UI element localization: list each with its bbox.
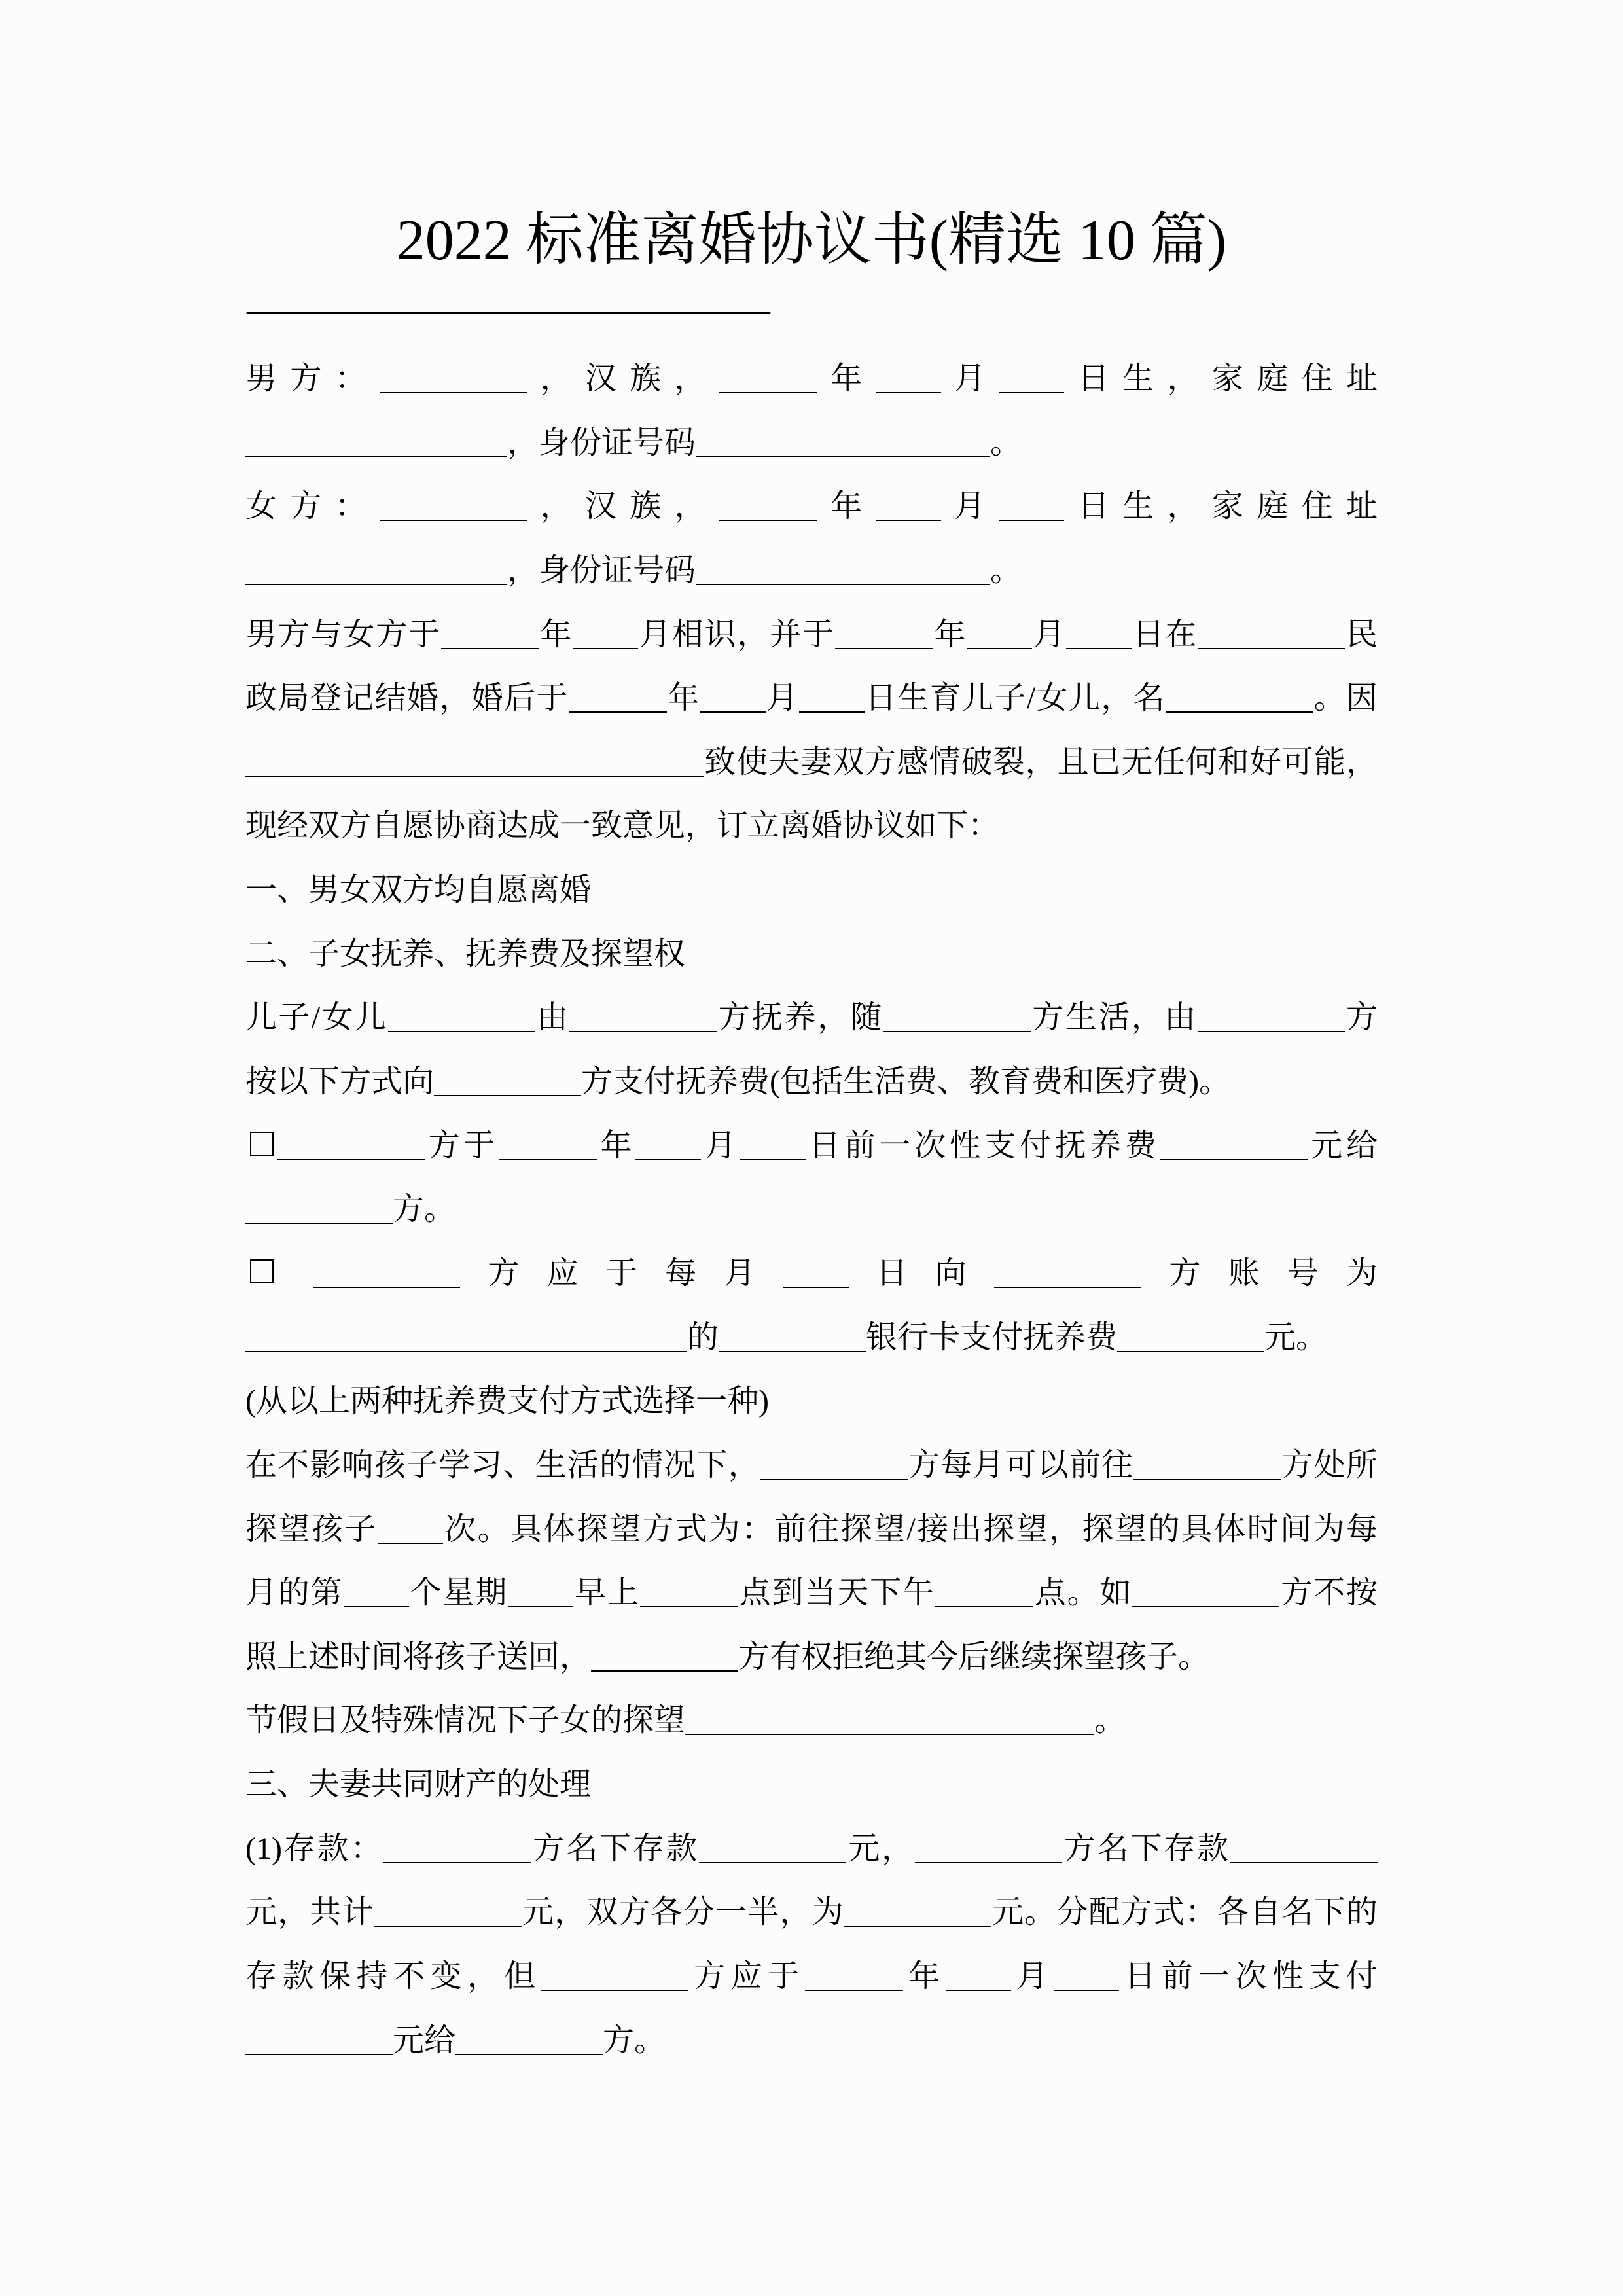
line-text: 银行卡支付抚养费	[866, 1319, 1118, 1355]
line-text: 月	[765, 681, 799, 716]
fill-in-blank	[434, 1095, 581, 1096]
fill-in-blank	[508, 1606, 573, 1607]
fill-in-blank	[455, 2054, 603, 2055]
visitation-line-4	[245, 1625, 1378, 1689]
payment-option-1-line-1	[245, 1114, 1378, 1178]
line-text: 方每月可以前往	[907, 1447, 1134, 1482]
line-text: 年	[933, 617, 967, 652]
line-text: 节假日及特殊情况下子女的探望	[245, 1703, 686, 1738]
fill-in-blank	[380, 392, 527, 393]
line-text: 方	[1344, 1000, 1378, 1035]
line-text: 现经双方自愿协商达成一致意见，订立离婚协议如下：	[245, 808, 1000, 844]
fill-in-blank	[573, 648, 638, 649]
line-text: ，汉族，	[527, 489, 719, 524]
line-text: 元给	[1307, 1128, 1378, 1163]
visitation-line-3	[245, 1561, 1378, 1625]
payment-option-2-line-1	[245, 1242, 1378, 1306]
section-heading-2	[245, 922, 1378, 986]
checkbox-empty-icon	[250, 1132, 274, 1156]
fill-in-blank	[1198, 648, 1345, 649]
fill-in-blank	[835, 648, 933, 649]
line-text: 。	[990, 425, 1022, 460]
title-separator: ————————————————	[247, 291, 770, 328]
fill-in-blank	[374, 1926, 522, 1927]
fill-in-blank	[380, 520, 527, 521]
fill-in-blank	[1198, 1031, 1345, 1032]
line-text: 日生，家庭住址	[1064, 489, 1378, 524]
fill-in-blank	[760, 1479, 908, 1480]
fill-in-blank	[805, 1990, 903, 1991]
fill-in-blank	[635, 1159, 701, 1160]
deposits-line-4	[245, 2009, 1378, 2073]
line-text: 月相识，并于	[638, 617, 835, 652]
fill-in-blank	[277, 1159, 425, 1160]
deposits-line-2	[245, 1880, 1378, 1945]
line-text: 方名下存款	[531, 1831, 700, 1866]
line-text: 早上	[573, 1575, 640, 1611]
male-party-line-2	[245, 411, 1378, 475]
payment-choice-note	[245, 1369, 1378, 1433]
line-text: ，身份证号码	[507, 425, 696, 460]
line-text: 女方：	[245, 489, 380, 524]
line-text: 日在	[1131, 617, 1198, 652]
document-title: 2022 标准离婚协议书(精选 10 篇)	[396, 209, 1227, 272]
line-text: 方处所	[1281, 1447, 1378, 1482]
payment-option-1-line-2	[245, 1177, 1378, 1242]
fill-in-blank	[1133, 1479, 1281, 1480]
fill-in-blank	[696, 584, 990, 585]
fill-in-blank	[344, 1606, 409, 1607]
line-text: 在不影响孩子学习、生活的情况下，	[245, 1447, 760, 1482]
line-text: 政局登记结婚，婚后于	[245, 681, 569, 716]
line-text: 点。如	[1033, 1575, 1133, 1611]
line-text: 男方与女方于	[245, 617, 441, 652]
line-text: 日生育儿子/女儿，名	[864, 681, 1166, 716]
fill-in-blank	[378, 1543, 443, 1544]
line-text: 存款保持不变，但	[245, 1959, 541, 1994]
fill-in-blank	[245, 584, 507, 585]
line-text: 元。	[1264, 1319, 1328, 1355]
line-text: 方应于	[688, 1959, 805, 1994]
fill-in-blank	[699, 1862, 846, 1863]
fill-in-blank	[388, 1031, 535, 1032]
line-text: 方。	[603, 2022, 666, 2058]
line-text: (从以上两种抚养费支付方式选择一种)	[245, 1384, 769, 1419]
deposits-line-3	[245, 1945, 1378, 2009]
fill-in-blank	[1066, 648, 1132, 649]
line-text: 点到当天下午	[738, 1575, 935, 1611]
line-text: 由	[535, 1000, 570, 1035]
agreement-body	[245, 347, 1378, 2072]
marriage-info-line-4	[245, 794, 1378, 858]
marriage-info-line-3	[245, 730, 1378, 795]
fill-in-blank	[245, 776, 704, 777]
line-text: 元。分配方式：各自名下的	[991, 1895, 1378, 1930]
line-text: 日前一次性支付抚养费	[805, 1128, 1160, 1163]
fill-in-blank	[719, 1351, 866, 1352]
line-text: 月	[940, 361, 999, 396]
line-text: 个星期	[408, 1575, 508, 1611]
line-text: 月	[701, 1128, 740, 1163]
line-text: 致使夫妻双方感情破裂，且已无任何和好可能，	[704, 744, 1378, 780]
fill-in-blank	[383, 1862, 531, 1863]
deposits-line-1	[245, 1817, 1378, 1881]
fill-in-blank	[1166, 711, 1313, 713]
fill-in-blank	[1160, 1159, 1308, 1160]
line-text: (1)存款：	[245, 1831, 384, 1866]
line-text: 照上述时间将孩子送回，	[245, 1639, 592, 1674]
line-text: 儿子/女儿	[245, 1000, 388, 1035]
line-text: 探望孩子	[245, 1511, 378, 1547]
line-text: 。	[990, 552, 1022, 588]
line-text: 按以下方式向	[245, 1064, 435, 1100]
line-text: 月	[1032, 617, 1066, 652]
custody-line-2	[245, 1050, 1378, 1114]
fill-in-blank	[1132, 1606, 1279, 1607]
fill-in-blank	[719, 392, 817, 393]
marriage-info-line-2	[245, 666, 1378, 730]
fill-in-blank	[999, 520, 1064, 521]
line-text: 方。	[393, 1192, 456, 1227]
fill-in-blank	[441, 648, 539, 649]
line-text: 日生，家庭住址	[1064, 361, 1378, 396]
line-text: 元，共计	[245, 1895, 374, 1930]
heading-text: 三、夫妻共同财产的处理	[245, 1767, 592, 1803]
line-text: ，汉族，	[527, 361, 719, 396]
fill-in-blank	[946, 1990, 1011, 1991]
line-text: 方应于每月	[460, 1255, 783, 1291]
line-text: 元，	[846, 1831, 915, 1866]
fill-in-blank	[1054, 1990, 1119, 1991]
fill-in-blank	[685, 1734, 1094, 1735]
fill-in-blank	[499, 1159, 597, 1160]
line-text: 民	[1345, 617, 1378, 652]
line-text: 方生活，由	[1030, 1000, 1198, 1035]
fill-in-blank	[876, 520, 941, 521]
line-text: 男方：	[245, 361, 380, 396]
line-text: 年	[817, 361, 876, 396]
marriage-info-line-1	[245, 603, 1378, 667]
line-text: 年	[539, 617, 573, 652]
line-text: 月	[1010, 1959, 1054, 1994]
line-text: 方支付抚养费(包括生活费、教育费和医疗费)。	[581, 1064, 1230, 1100]
fill-in-blank	[876, 392, 941, 393]
line-text: 年	[902, 1959, 946, 1994]
visitation-line-1	[245, 1433, 1378, 1498]
line-text: 日前一次性支付	[1118, 1959, 1378, 1994]
fill-in-blank	[999, 392, 1064, 393]
line-text: 元，双方各分一半，为	[521, 1895, 844, 1930]
fill-in-blank	[883, 1031, 1031, 1032]
line-text: 月的第	[245, 1575, 344, 1611]
line-text: 方账号为	[1141, 1255, 1378, 1291]
fill-in-blank	[245, 1223, 393, 1224]
fill-in-blank	[844, 1926, 991, 1927]
fill-in-blank	[719, 520, 817, 521]
fill-in-blank	[799, 711, 865, 713]
fill-in-blank	[783, 1287, 849, 1288]
line-text: 次。具体探望方式为：前往探望/接出探望，探望的具体时间为每	[442, 1511, 1378, 1547]
line-text: 方于	[425, 1128, 499, 1163]
heading-text: 一、男女双方均自愿离婚	[245, 872, 592, 908]
section-heading-1	[245, 858, 1378, 922]
fill-in-blank	[541, 1990, 688, 1991]
fill-in-blank	[700, 711, 766, 713]
line-text: 。	[1094, 1703, 1126, 1738]
male-party-line-1	[245, 347, 1378, 411]
line-text: 方有权拒绝其今后继续探望孩子。	[738, 1639, 1210, 1674]
fill-in-blank	[696, 456, 990, 457]
line-text: 年	[817, 489, 876, 524]
fill-in-blank	[245, 2054, 393, 2055]
line-text: 方名下存款	[1061, 1831, 1230, 1866]
fill-in-blank	[1230, 1862, 1378, 1863]
line-text: 日向	[848, 1255, 995, 1291]
fill-in-blank	[640, 1606, 738, 1607]
fill-in-blank	[1117, 1351, 1264, 1352]
line-text: 月	[940, 489, 999, 524]
line-text: 方不按	[1279, 1575, 1378, 1611]
fill-in-blank	[935, 1606, 1033, 1607]
fill-in-blank	[245, 1351, 687, 1352]
line-text: 年	[666, 681, 700, 716]
heading-text: 二、子女抚养、抚养费及探望权	[245, 936, 686, 971]
visitation-line-2	[245, 1498, 1378, 1562]
section-heading-3	[245, 1753, 1378, 1817]
fill-in-blank	[915, 1862, 1062, 1863]
fill-in-blank	[313, 1287, 460, 1288]
line-text: 。因	[1313, 681, 1378, 716]
fill-in-blank	[569, 711, 667, 713]
custody-line-1	[245, 986, 1378, 1050]
checkbox-empty-icon	[250, 1259, 274, 1283]
female-party-line-1	[245, 475, 1378, 539]
line-text: 方抚养，随	[717, 1000, 883, 1035]
fill-in-blank	[591, 1670, 738, 1672]
line-text: 年	[596, 1128, 636, 1163]
fill-in-blank	[740, 1159, 806, 1160]
female-party-line-2	[245, 539, 1378, 603]
fill-in-blank	[967, 648, 1032, 649]
line-text: 的	[687, 1319, 719, 1355]
fill-in-blank	[569, 1031, 717, 1032]
payment-option-2-line-2	[245, 1306, 1378, 1370]
fill-in-blank	[245, 456, 507, 457]
line-text: 元给	[393, 2022, 456, 2058]
line-text: ，身份证号码	[507, 552, 696, 588]
fill-in-blank	[994, 1287, 1141, 1288]
holiday-visitation-line	[245, 1689, 1378, 1753]
